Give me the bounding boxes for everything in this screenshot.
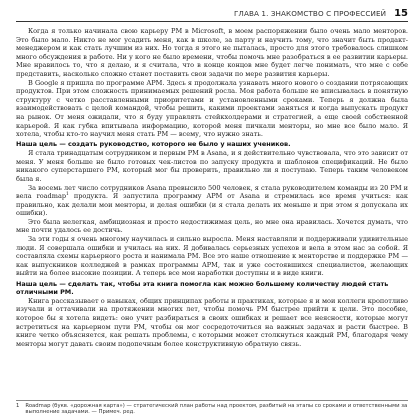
paragraph-4-text-b: продукта. Я запустила программу APM от Asana и стремилась все время учиться: как правильно, как делали мои менторы, и делая ошибки (и я стала делать их меньше и при этом я допускала их ошибки). [16,192,408,218]
paragraph-3: Я стала тринадцатым сотрудником и первым PM в Asana, и я действительно чувствовала, что это зависит от меня. У меня больше не было готовых чек-листов по запуску продукта и шаблонов спецификаций. Не было никакого суперстаршего PM, который мог бы проверить, правильно ли я поступаю. Теперь таким человеком была я. [16,149,408,183]
footnote [16,400,408,416]
page-number: 15 [394,8,408,19]
section-heading-1: Наша цель — создать руководство, которого не было у наших учеников. [16,140,291,149]
running-header [16,6,408,22]
paragraph-4-text-a: За восемь лет число сотрудников Asana превысило 500 человек, я стала руководителем команды из 20 PM и вела roadmap [16,183,408,201]
footnote-text: Roadmap (букв. «дорожная карта») — стратегический план работы над проектом, разбитый на этапы со сроками и ответственными за выполнение задачами. — Примеч. ред. [25,403,408,416]
footnote-reference: 1 [66,191,69,197]
page-body [16,27,408,348]
footnote-mark: 1 [16,403,20,409]
paragraph-6: За эти годы я очень многому научилась и сильно выросла. Меня наставляли и поддерживали удивительные люди. Я совершала ошибки и училась на них. Я добивалась серьезных успехов и вела в этом нас за собой. Я составляла схемы карьерного роста и нанимала PM. Все это наше отношение к менторстве и поддержке PM — как выпускников колледжей в рамках программы APM, так и уже состоявшихся специалистов, желающих выйти на более высокие позиции. А теперь все мои наработки доступны и в виде книги. [16,235,408,278]
paragraph-1: Когда я только начинала свою карьеру PM в Microsoft, в моем распоряжении было очень мало менторов. Это было мало. Никто не мог усадить меня, как в школе, за парту и научить тому, что значит быть продакт-менеджером и как стать лучшим из них. Но тогда я этого не пыталась, просто для этого требовалось слишком много обсуждения в работе. Ни у кого не было времени, чтобы помочь мне разобраться в ее развитии карьеры. Мне нравилось то, что я делаю, и я считала, что в конце концов мне будет легче понимать, что мне с себе представить, насколько сложно станет поставить свои задачи по мере развития карьеры. [16,27,408,78]
paragraph-5: Это была нелегкая, амбициозная и просто недостижимая цель, но мне она нравилась. Хочется думать, что мне почти удалось ее достичь. [16,217,408,235]
paragraph-4 [16,184,408,218]
section-heading-2: Наша цель — сделать так, чтобы эта книга помогла как можно большему количеству людей стать отличными PM. [16,279,389,296]
paragraph-2: В Google я пришла по программе APM. Здесь я продолжала узнавать много нового о создании потрясающих продуктов. При этом сложность принимаемых решений росла. Моя работа больше не вписывалась в понятную структуру с четко расставленными приоритетами и установленными сроками. Теперь я должна была взаимодействовать с целой командой, чтобы решить, какими проектами заняться и когда выпускать продукт на рынок. От меня ожидали, что я буду управлять стейкхолдерами и стратегией, а еще своей собственной карьерой. Я как губка впитывала информацию, которой меня пичкали менторы, но мне все было мало. Я хотела, чтобы кто-то научил меня стать PM — всему, что нужно знать. [16,78,408,139]
paragraph-7: Книга рассказывает о навыках, общих принципах работы и практиках, которые я и мои коллеги кропотливо изучали и оттачивали на протяжении многих лет, чтобы помочь PM быстрее прийти к цели. Это пособие, которое бы я хотела видеть: оно учит разбираться в своих ошибках и решает все неясности, которые могут встретиться на карьерном пути PM, чтобы он мог сосредоточиться на важных задачах и расти быстрее. В книге четко объясняется, как решать проблемы, с которыми может столкнуться каждый PM, благодаря чему менторы могут давать своим подопечным более конструктивную обратную связь. [16,296,408,348]
chapter-title: ГЛАВА 1. ЗНАКОМСТВО С ПРОФЕССИЕЙ [233,9,387,18]
